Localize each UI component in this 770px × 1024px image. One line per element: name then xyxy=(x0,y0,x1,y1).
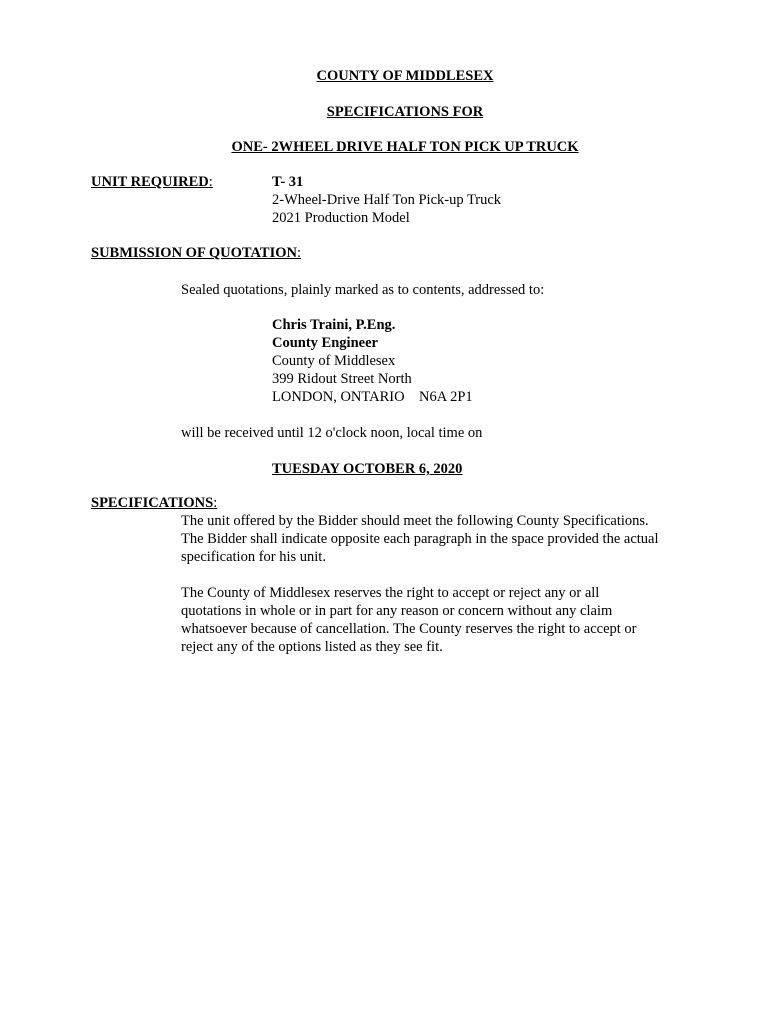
unit-description: 2-Wheel-Drive Half Ton Pick-up Truck xyxy=(272,192,502,208)
submission-intro: Sealed quotations, plainly marked as to contents, addressed to: xyxy=(181,282,545,298)
address-street: 399 Ridout Street North xyxy=(272,371,412,387)
unit-number: T- 31 xyxy=(272,174,304,190)
item-title: ONE- 2WHEEL DRIVE HALF TON PICK UP TRUCK xyxy=(231,139,579,155)
address-title: County Engineer xyxy=(272,335,378,351)
specifications-para1-line: The Bidder shall indicate opposite each paragraph in the space provided the actual xyxy=(181,531,659,547)
address-org: County of Middlesex xyxy=(272,353,396,369)
specifications-para1-line: The unit offered by the Bidder should meet the following County Specifications. xyxy=(181,513,649,529)
deadline-text: will be received until 12 o'clock noon, local time on xyxy=(181,425,483,441)
unit-model: 2021 Production Model xyxy=(272,210,410,226)
submission-heading: SUBMISSION OF QUOTATION: xyxy=(91,245,302,261)
specifications-para2-line: whatsoever because of cancellation. The County reserves the right to accept or xyxy=(181,621,637,637)
specifications-para2-line: reject any of the options listed as they see fit. xyxy=(181,639,443,655)
specifications-para1-line: specification for his unit. xyxy=(181,549,326,565)
address-name: Chris Traini, P.Eng. xyxy=(272,317,396,333)
specifications-heading: SPECIFICATIONS: xyxy=(91,495,218,511)
deadline-date: TUESDAY OCTOBER 6, 2020 xyxy=(272,461,463,477)
county-title: COUNTY OF MIDDLESEX xyxy=(316,68,494,84)
specifications-for-title: SPECIFICATIONS FOR xyxy=(326,104,484,120)
specifications-para2-line: The County of Middlesex reserves the right to accept or reject any or all xyxy=(181,585,600,601)
address-city: LONDON, ONTARIO N6A 2P1 xyxy=(272,389,473,405)
unit-required-label: UNIT REQUIRED: xyxy=(91,174,213,190)
specifications-para2-line: quotations in whole or in part for any reason or concern without any claim xyxy=(181,603,613,619)
